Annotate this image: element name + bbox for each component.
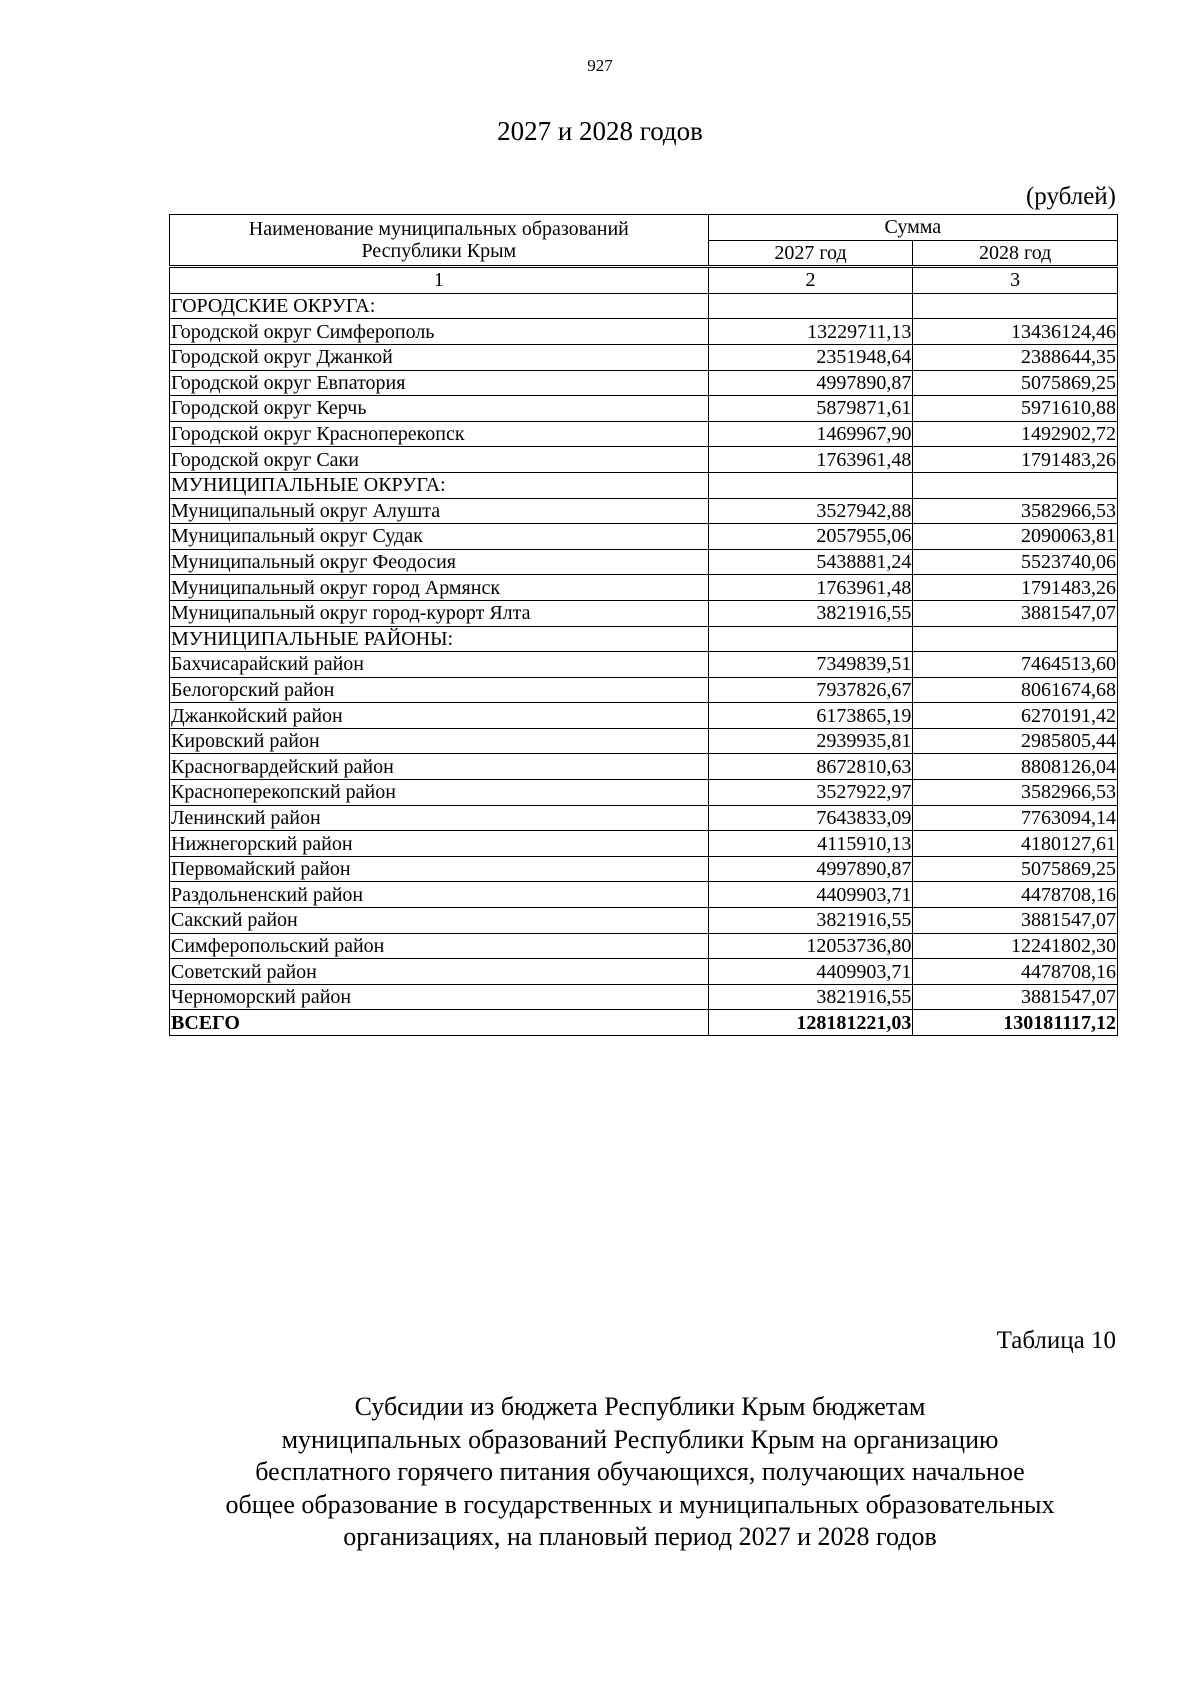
amount-2028 [913,626,1118,652]
municipality-name: Муниципальный округ Судак [170,524,709,550]
header-name-line1: Наименование муниципальных образований [248,218,629,241]
table-row [170,293,1118,319]
caption-line: бесплатного горячего питания обучающихся, получающих начальное [255,1457,1025,1486]
amount-2027: 7643833,09 [708,805,913,831]
amount-2027 [708,293,913,319]
header-year-2027: 2027 год [708,240,913,267]
amount-2027: 4997890,87 [708,370,913,396]
table-row [170,549,1118,575]
municipality-name: Советский район [170,959,709,985]
municipality-name: МУНИЦИПАЛЬНЫЕ ОКРУГА: [170,472,709,498]
municipality-name: Нижнегорский район [170,831,709,857]
table-row [170,421,1118,447]
amount-2027: 3527922,97 [708,780,913,806]
amount-2027: 1469967,90 [708,421,913,447]
table-row [170,882,1118,908]
amount-2028: 5075869,25 [913,856,1118,882]
municipality-name: Муниципальный округ город Армянск [170,575,709,601]
table-row [170,908,1118,934]
amount-2027 [708,472,913,498]
municipality-name: Первомайский район [170,856,709,882]
amount-2028: 2985805,44 [913,728,1118,754]
municipality-name: Городской округ Саки [170,447,709,473]
column-number-3: 3 [913,267,1118,294]
amount-2028: 3881547,07 [913,600,1118,626]
amount-2028: 2388644,35 [913,344,1118,370]
table-row [170,626,1118,652]
header-name-cell [170,215,709,267]
units-label: (рублей) [1025,183,1116,210]
amount-2028: 1791483,26 [913,575,1118,601]
amount-2027: 8672810,63 [708,754,913,780]
table-row [170,933,1118,959]
table-row [170,344,1118,370]
amount-2027: 7937826,67 [708,677,913,703]
caption-line: Субсидии из бюджета Республики Крым бюджетам [354,1392,926,1421]
table-row [170,524,1118,550]
caption-line: общее образование в государственных и муниципальных образовательных [225,1489,1055,1519]
amount-2028: 6270191,42 [913,703,1118,729]
amount-2027: 2939935,81 [708,728,913,754]
table-row [170,472,1118,498]
municipality-name: Симферопольский район [170,933,709,959]
municipality-name: Бахчисарайский район [170,652,709,678]
amount-2027: 1763961,48 [708,575,913,601]
table-row [170,447,1118,473]
amount-2028: 3881547,07 [913,908,1118,934]
table-row [170,831,1118,857]
table-row [170,396,1118,422]
amount-2027: 12053736,80 [708,933,913,959]
amount-2028: 7763094,14 [913,805,1118,831]
table-row [170,370,1118,396]
amount-2028: 4478708,16 [913,882,1118,908]
total-label: ВСЕГО [170,1010,709,1036]
table-row [170,319,1118,345]
table-row [170,780,1118,806]
amount-2027: 1763961,48 [708,447,913,473]
amount-2027: 3821916,55 [708,984,913,1010]
amount-2027: 3821916,55 [708,600,913,626]
budget-table [169,214,1118,1036]
municipality-name: Ленинский район [170,805,709,831]
table-header-row [170,215,1118,241]
amount-2028: 4180127,61 [913,831,1118,857]
amount-2028: 5523740,06 [913,549,1118,575]
municipality-name: Белогорский район [170,677,709,703]
table-row [170,677,1118,703]
total-2027: 128181221,03 [708,1010,913,1036]
municipality-name: Кировский район [170,728,709,754]
header-name-line2: Республики Крым [361,240,517,263]
caption-line: организациях, на плановый период 2027 и 2028 годов [343,1522,937,1551]
amount-2028: 5971610,88 [913,396,1118,422]
column-number-row [170,267,1118,294]
municipality-name: Городской округ Симферополь [170,319,709,345]
amount-2027: 4115910,13 [708,831,913,857]
amount-2027: 3821916,55 [708,908,913,934]
column-number-1: 1 [170,267,709,294]
page-number: 927 [587,56,613,75]
municipality-name: ГОРОДСКИЕ ОКРУГА: [170,293,709,319]
municipality-name: Черноморский район [170,984,709,1010]
municipality-name: Муниципальный округ Феодосия [170,549,709,575]
caption-line: муниципальных образований Республики Крым на организацию [281,1424,999,1454]
table-row [170,498,1118,524]
amount-2027: 3527942,88 [708,498,913,524]
total-2028: 130181117,12 [913,1010,1118,1036]
amount-2028: 5075869,25 [913,370,1118,396]
table-row [170,805,1118,831]
table-row [170,856,1118,882]
municipality-name: Сакский район [170,908,709,934]
amount-2027: 2351948,64 [708,344,913,370]
municipality-name: Городской округ Джанкой [170,344,709,370]
amount-2028 [913,472,1118,498]
table-row [170,754,1118,780]
table-row [170,652,1118,678]
municipality-name: Муниципальный округ город-курорт Ялта [170,600,709,626]
table-row [170,984,1118,1010]
municipality-name: Городской округ Евпатория [170,370,709,396]
amount-2028: 13436124,46 [913,319,1118,345]
municipality-name: МУНИЦИПАЛЬНЫЕ РАЙОНЫ: [170,626,709,652]
header-sum-cell: Сумма [708,215,1117,241]
municipality-name: Красноперекопский район [170,780,709,806]
municipality-name: Городской округ Красноперекопск [170,421,709,447]
amount-2028: 4478708,16 [913,959,1118,985]
amount-2027: 2057955,06 [708,524,913,550]
header-year-2028: 2028 год [913,240,1118,267]
amount-2027: 4409903,71 [708,882,913,908]
amount-2027: 4409903,71 [708,959,913,985]
amount-2028: 8808126,04 [913,754,1118,780]
amount-2028: 8061674,68 [913,677,1118,703]
amount-2027: 6173865,19 [708,703,913,729]
table-caption [160,1391,1120,1554]
amount-2028: 3881547,07 [913,984,1118,1010]
amount-2027: 5879871,61 [708,396,913,422]
amount-2027: 4997890,87 [708,856,913,882]
amount-2028: 2090063,81 [913,524,1118,550]
municipality-name: Городской округ Керчь [170,396,709,422]
table-row [170,959,1118,985]
municipality-name: Раздольненский район [170,882,709,908]
amount-2028 [913,293,1118,319]
amount-2028: 1791483,26 [913,447,1118,473]
table-row [170,703,1118,729]
table-row [170,575,1118,601]
amount-2028: 12241802,30 [913,933,1118,959]
column-number-2: 2 [708,267,913,294]
amount-2027 [708,626,913,652]
total-row [170,1010,1118,1036]
amount-2028: 3582966,53 [913,498,1118,524]
amount-2028: 1492902,72 [913,421,1118,447]
amount-2027: 5438881,24 [708,549,913,575]
table-row [170,600,1118,626]
municipality-name: Муниципальный округ Алушта [170,498,709,524]
amount-2028: 7464513,60 [913,652,1118,678]
amount-2027: 7349839,51 [708,652,913,678]
amount-2028: 3582966,53 [913,780,1118,806]
table-number-label: Таблица 10 [996,1327,1116,1354]
table-row [170,728,1118,754]
table-subtitle: 2027 и 2028 годов [497,116,703,146]
amount-2027: 13229711,13 [708,319,913,345]
municipality-name: Джанкойский район [170,703,709,729]
municipality-name: Красногвардейский район [170,754,709,780]
